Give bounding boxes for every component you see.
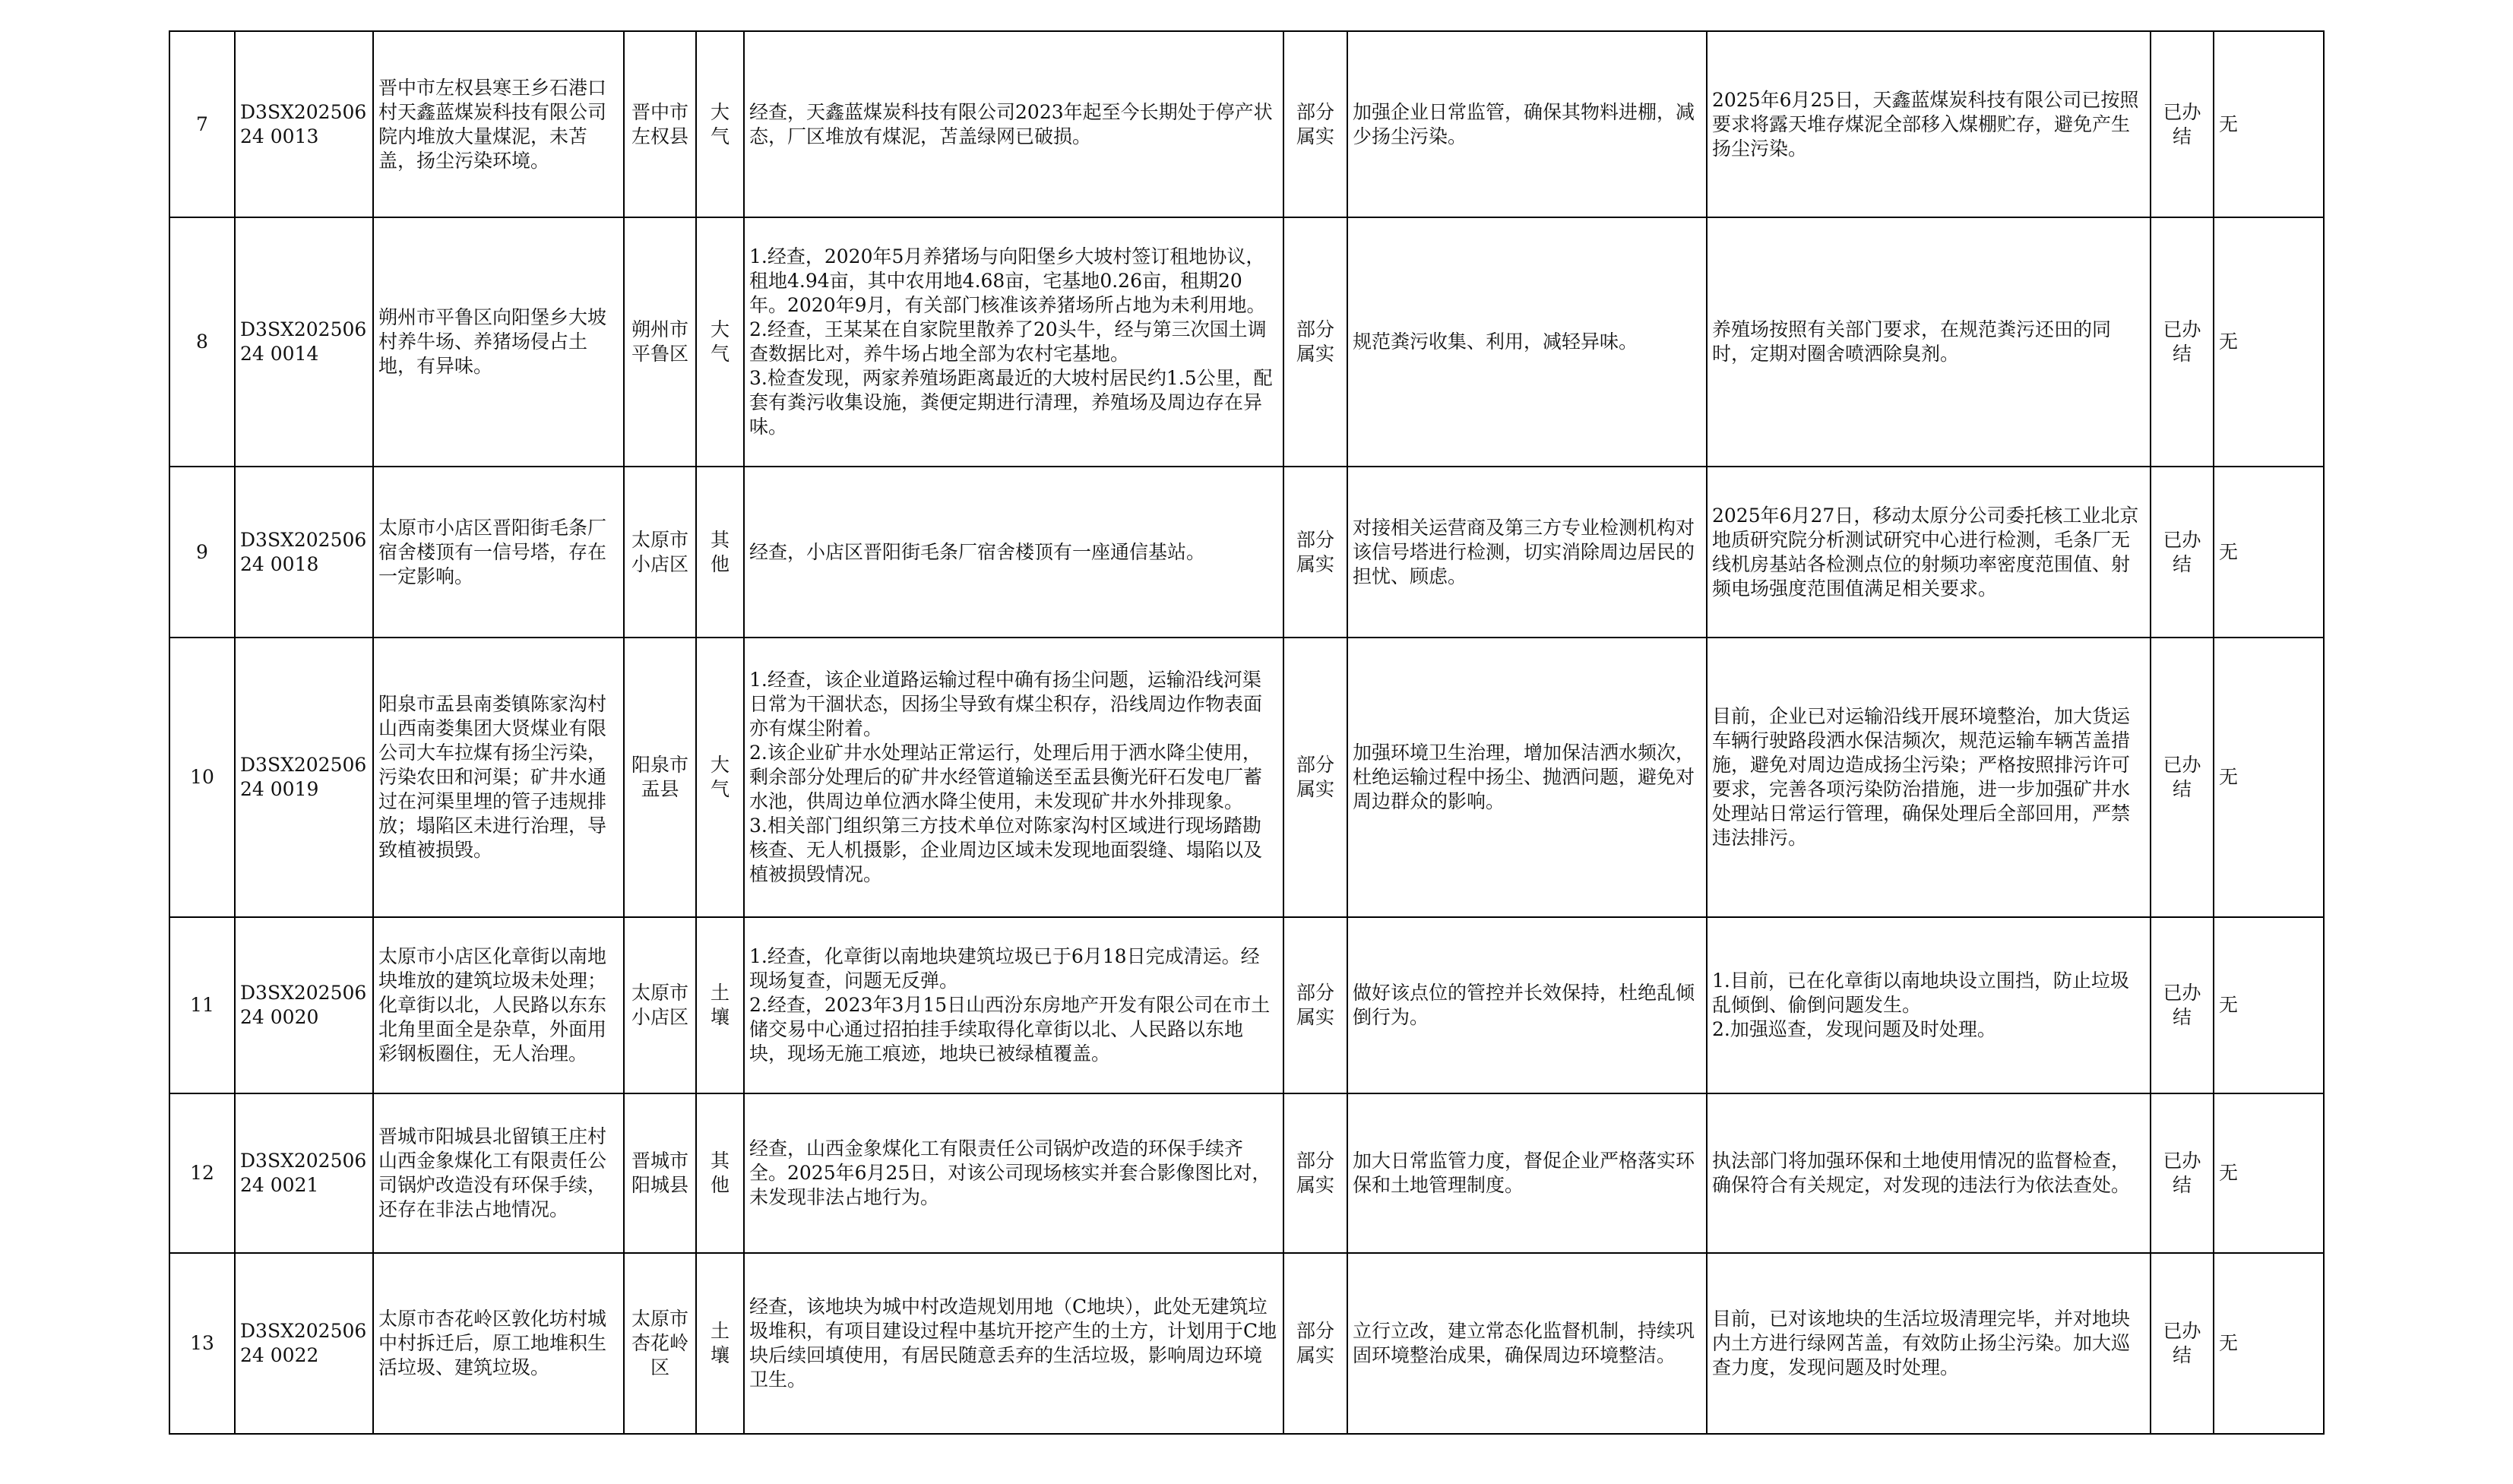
pollution-type-cell: 其他 (696, 467, 744, 638)
result-paragraph: 2.加强巡查，发现问题及时处理。 (1712, 1018, 1996, 1040)
truth-status-cell: 部分属实 (1283, 638, 1347, 917)
case-code-cell: D3SX20250624 0014 (235, 217, 373, 467)
table-body (169, 31, 2324, 1434)
findings-cell (744, 1253, 1283, 1434)
findings-cell (744, 217, 1283, 467)
accountability-cell: 无 (2214, 217, 2324, 467)
truth-status-cell: 部分属实 (1283, 1093, 1347, 1253)
result-paragraph: 2025年6月25日，天鑫蓝煤炭科技有限公司已按照要求将露天堆存煤泥全部移入煤棚贮存，避免产生扬尘污染。 (1712, 88, 2139, 160)
table-row (169, 217, 2324, 467)
pollution-type-cell: 大气 (696, 638, 744, 917)
findings-paragraph: 经查，小店区晋阳街毛条厂宿舍楼顶有一座通信基站。 (749, 540, 1206, 563)
pollution-type-cell: 大气 (696, 31, 744, 217)
measures-cell: 加大日常监管力度，督促企业严格落实环保和土地管理制度。 (1347, 1093, 1707, 1253)
completion-status-cell: 已办结 (2151, 917, 2214, 1093)
accountability-cell: 无 (2214, 917, 2324, 1093)
findings-cell (744, 467, 1283, 638)
complaint-content-cell: 太原市杏花岭区敦化坊村城中村拆迁后，原工地堆积生活垃圾、建筑垃圾。 (373, 1253, 624, 1434)
findings-paragraph: 经查，该地块为城中村改造规划用地（C地块），此处无建筑垃圾堆积，有项目建设过程中基坑开挖产生的土方，计划用于C地块后续回填使用，有居民随意丢弃的生活垃圾，影响周边环境卫生。 (749, 1296, 1277, 1391)
region-cell: 太原市杏花岭区 (624, 1253, 696, 1434)
complaint-table (169, 30, 2325, 1435)
completion-status-cell: 已办结 (2151, 217, 2214, 467)
accountability-cell: 无 (2214, 467, 2324, 638)
result-cell (1707, 1253, 2151, 1434)
result-paragraph: 养殖场按照有关部门要求，在规范粪污还田的同时，定期对圈舍喷洒除臭剂。 (1712, 318, 2112, 365)
findings-paragraph: 2.该企业矿井水处理站正常运行，处理后用于洒水降尘使用，剩余部分处理后的矿井水经管道输送至盂县衡光矸石发电厂蓄水池，供周边单位洒水降尘使用，未发现矿井水外排现象。 (749, 742, 1263, 812)
measures-cell: 加强环境卫生治理，增加保洁洒水频次，杜绝运输过程中扬尘、抛洒问题，避免对周边群众的影响。 (1347, 638, 1707, 917)
table-row (169, 467, 2324, 638)
result-paragraph: 执法部门将加强环保和土地使用情况的监督检查，确保符合有关规定，对发现的违法行为依法查处。 (1712, 1150, 2131, 1196)
truth-status-cell: 部分属实 (1283, 467, 1347, 638)
pollution-type-cell: 大气 (696, 217, 744, 467)
complaint-content-cell: 太原市小店区晋阳街毛条厂宿舍楼顶有一信号塔，存在一定影响。 (373, 467, 624, 638)
pollution-type-cell: 土壤 (696, 917, 744, 1093)
complaint-content-cell: 太原市小店区化章街以南地块堆放的建筑垃圾未处理；化章街以北，人民路以东东北角里面全是杂草，外面用彩钢板圈住，无人治理。 (373, 917, 624, 1093)
case-code-cell: D3SX20250624 0013 (235, 31, 373, 217)
findings-cell (744, 31, 1283, 217)
findings-paragraph: 3.相关部门组织第三方技术单位对陈家沟村区域进行现场踏勘核查、无人机摄影，企业周边区域未发现地面裂缝、塌陷以及植被损毁情况。 (749, 815, 1263, 885)
findings-paragraph: 3.检查发现，两家养殖场距离最近的大坡村居民约1.5公里，配套有粪污收集设施，粪便定期进行清理，养殖场及周边存在异味。 (749, 367, 1273, 438)
row-index-cell: 11 (169, 917, 235, 1093)
measures-cell: 规范粪污收集、利用，减轻异味。 (1347, 217, 1707, 467)
findings-paragraph: 1.经查，该企业道路运输过程中确有扬尘问题，运输沿线河渠日常为干涸状态，因扬尘导致有煤尘积存，沿线周边作物表面亦有煤尘附着。 (749, 669, 1263, 739)
measures-cell: 对接相关运营商及第三方专业检测机构对该信号塔进行检测，切实消除周边居民的担忧、顾虑。 (1347, 467, 1707, 638)
findings-paragraph: 1.经查，化章街以南地块建筑垃圾已于6月18日完成清运。经现场复查，问题无反弹。 (749, 945, 1260, 992)
measures-cell: 立行立改，建立常态化监督机制，持续巩固环境整治成果，确保周边环境整洁。 (1347, 1253, 1707, 1434)
case-code-cell: D3SX20250624 0020 (235, 917, 373, 1093)
accountability-cell: 无 (2214, 1253, 2324, 1434)
row-index-cell: 13 (169, 1253, 235, 1434)
findings-paragraph: 经查，山西金象煤化工有限责任公司锅炉改造的环保手续齐全。2025年6月25日，对该公司现场核实并套合影像图比对，未发现非法占地行为。 (749, 1138, 1271, 1208)
complaint-content-cell: 阳泉市盂县南娄镇陈家沟村山西南娄集团大贤煤业有限公司大车拉煤有扬尘污染，污染农田和河渠；矿井水通过在河渠里埋的管子违规排放；塌陷区未进行治理，导致植被损毁。 (373, 638, 624, 917)
complaint-content-cell: 朔州市平鲁区向阳堡乡大坡村养牛场、养猪场侵占土地，有异味。 (373, 217, 624, 467)
table-row (169, 917, 2324, 1093)
result-cell (1707, 638, 2151, 917)
truth-status-cell: 部分属实 (1283, 917, 1347, 1093)
completion-status-cell: 已办结 (2151, 1093, 2214, 1253)
findings-cell (744, 638, 1283, 917)
findings-paragraph: 2.经查，2023年3月15日山西汾东房地产开发有限公司在市土储交易中心通过招拍挂手续取得化章街以北、人民路以东地块，现场无施工痕迹，地块已被绿植覆盖。 (749, 994, 1271, 1065)
region-cell: 太原市小店区 (624, 467, 696, 638)
result-cell (1707, 467, 2151, 638)
completion-status-cell: 已办结 (2151, 467, 2214, 638)
row-index-cell: 12 (169, 1093, 235, 1253)
complaint-content-cell: 晋中市左权县寒王乡石港口村天鑫蓝煤炭科技有限公司院内堆放大量煤泥，未苫盖，扬尘污染环境。 (373, 31, 624, 217)
findings-paragraph: 1.经查，2020年5月养猪场与向阳堡乡大坡村签订租地协议，租地4.94亩，其中农用地4.68亩，宅基地0.26亩，租期20年。2020年9月，有关部门核准该养猪场所占地为未利用地。 (749, 245, 1266, 316)
result-cell (1707, 31, 2151, 217)
truth-status-cell: 部分属实 (1283, 1253, 1347, 1434)
complaint-content-cell: 晋城市阳城县北留镇王庄村山西金象煤化工有限责任公司锅炉改造没有环保手续，还存在非法占地情况。 (373, 1093, 624, 1253)
table-row (169, 638, 2324, 917)
case-code-cell: D3SX20250624 0019 (235, 638, 373, 917)
case-code-cell: D3SX20250624 0021 (235, 1093, 373, 1253)
table-row (169, 1253, 2324, 1434)
accountability-cell: 无 (2214, 1093, 2324, 1253)
row-index-cell: 10 (169, 638, 235, 917)
row-index-cell: 7 (169, 31, 235, 217)
measures-cell: 加强企业日常监管，确保其物料进棚，减少扬尘污染。 (1347, 31, 1707, 217)
case-code-cell: D3SX20250624 0018 (235, 467, 373, 638)
result-paragraph: 1.目前，已在化章街以南地块设立围挡，防止垃圾乱倾倒、偷倒问题发生。 (1712, 970, 2129, 1016)
completion-status-cell: 已办结 (2151, 31, 2214, 217)
table-row (169, 1093, 2324, 1253)
row-index-cell: 8 (169, 217, 235, 467)
row-index-cell: 9 (169, 467, 235, 638)
result-cell (1707, 1093, 2151, 1253)
region-cell: 晋城市阳城县 (624, 1093, 696, 1253)
region-cell: 阳泉市盂县 (624, 638, 696, 917)
truth-status-cell: 部分属实 (1283, 217, 1347, 467)
findings-paragraph: 经查，天鑫蓝煤炭科技有限公司2023年起至今长期处于停产状态，厂区堆放有煤泥，苫盖绿网已破损。 (749, 100, 1273, 147)
pollution-type-cell: 其他 (696, 1093, 744, 1253)
truth-status-cell: 部分属实 (1283, 31, 1347, 217)
findings-cell (744, 1093, 1283, 1253)
findings-cell (744, 917, 1283, 1093)
table-row (169, 31, 2324, 217)
result-paragraph: 2025年6月27日，移动太原分公司委托核工业北京地质研究院分析测试研究中心进行检测，毛条厂无线机房基站各检测点位的射频功率密度范围值、射频电场强度范围值满足相关要求。 (1712, 504, 2139, 600)
result-paragraph: 目前，企业已对运输沿线开展环境整治，加大货运车辆行驶路段洒水保洁频次，规范运输车辆苫盖措施，避免对周边造成扬尘污染；严格按照排污许可要求，完善各项污染防治措施，进一步加强矿井水处理站日常运行管理，确保处理后全部回用，严禁违法排污。 (1712, 705, 2131, 849)
measures-cell: 做好该点位的管控并长效保持，杜绝乱倾倒行为。 (1347, 917, 1707, 1093)
region-cell: 朔州市平鲁区 (624, 217, 696, 467)
region-cell: 太原市小店区 (624, 917, 696, 1093)
result-cell (1707, 917, 2151, 1093)
result-cell (1707, 217, 2151, 467)
completion-status-cell: 已办结 (2151, 638, 2214, 917)
accountability-cell: 无 (2214, 638, 2324, 917)
findings-paragraph: 2.经查，王某某在自家院里散养了20头牛，经与第三次国土调查数据比对，养牛场占地全部为农村宅基地。 (749, 318, 1267, 365)
result-paragraph: 目前，已对该地块的生活垃圾清理完毕，并对地块内土方进行绿网苫盖，有效防止扬尘污染。加大巡查力度，发现问题及时处理。 (1712, 1308, 2131, 1378)
region-cell: 晋中市左权县 (624, 31, 696, 217)
accountability-cell: 无 (2214, 31, 2324, 217)
case-code-cell: D3SX20250624 0022 (235, 1253, 373, 1434)
completion-status-cell: 已办结 (2151, 1253, 2214, 1434)
pollution-type-cell: 土壤 (696, 1253, 744, 1434)
